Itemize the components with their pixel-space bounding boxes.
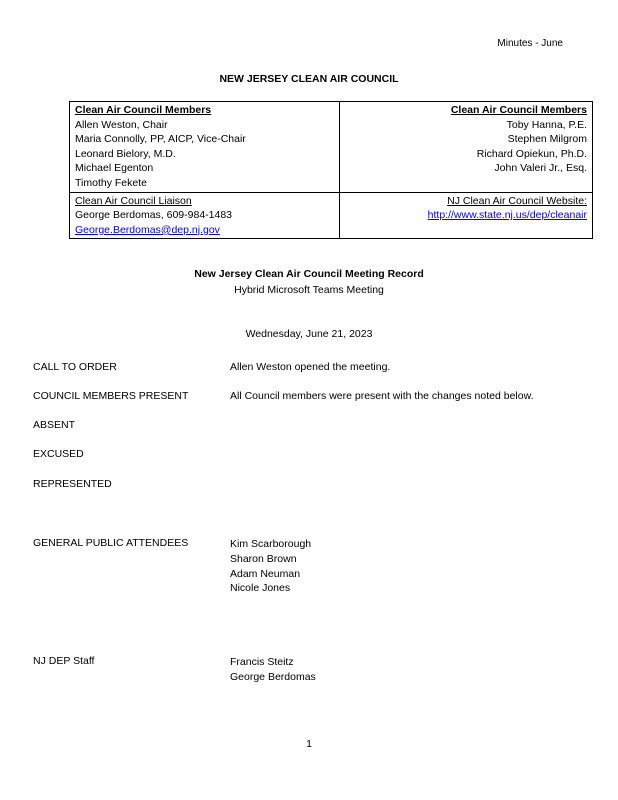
- member-name: Richard Opiekun, Ph.D.: [476, 147, 587, 160]
- attendee-name: Kim Scarborough: [230, 538, 312, 550]
- meeting-date: Wednesday, June 21, 2023: [245, 328, 373, 340]
- members-left-heading: Clean Air Council Members: [75, 104, 212, 116]
- document-title: NEW JERSEY CLEAN AIR COUNCIL: [219, 73, 399, 85]
- meeting-record-subtitle: Hybrid Microsoft Teams Meeting: [234, 284, 384, 296]
- dep-staff-label: NJ DEP Staff: [33, 655, 95, 667]
- member-name: Maria Connolly, PP, AICP, Vice-Chair: [75, 133, 246, 146]
- header-label: Minutes - June: [497, 38, 563, 49]
- members-present-label: COUNCIL MEMBERS PRESENT: [33, 390, 189, 402]
- member-name: Timothy Fekete: [75, 176, 147, 189]
- page-number: 1: [306, 738, 312, 750]
- website-cell: [340, 192, 593, 239]
- public-attendees-list: [230, 537, 311, 596]
- represented-label: REPRESENTED: [33, 478, 112, 490]
- member-name: Stephen Milgrom: [507, 133, 587, 146]
- excused-label: EXCUSED: [33, 448, 84, 460]
- member-name: Leonard Bielory, M.D.: [75, 147, 176, 160]
- members-right-cell: [340, 102, 593, 193]
- public-attendees-label: GENERAL PUBLIC ATTENDEES: [33, 537, 189, 549]
- call-to-order-value: Allen Weston opened the meeting.: [230, 361, 391, 373]
- council-members-table: [69, 101, 593, 239]
- meeting-record-title: New Jersey Clean Air Council Meeting Record: [194, 268, 424, 280]
- member-name: Michael Egenton: [75, 162, 154, 175]
- liaison-cell: [70, 192, 340, 239]
- member-name: Allen Weston, Chair: [75, 118, 168, 131]
- website-heading: NJ Clean Air Council Website:: [447, 194, 587, 207]
- website-link[interactable]: http://www.state.nj.us/dep/cleanair: [427, 209, 587, 222]
- attendee-name: Sharon Brown: [230, 552, 297, 565]
- member-name: John Valeri Jr., Esq.: [494, 162, 587, 175]
- attendee-name: Nicole Jones: [230, 582, 291, 595]
- liaison-contact: George Berdomas, 609-984-1483: [75, 209, 233, 222]
- members-present-value: All Council members were present with the changes noted below.: [230, 390, 534, 402]
- staff-name: Francis Steitz: [230, 656, 294, 668]
- staff-name: George Berdomas: [230, 670, 316, 683]
- absent-label: ABSENT: [33, 419, 76, 431]
- members-right-heading: Clean Air Council Members: [450, 104, 587, 116]
- liaison-email-link[interactable]: George.Berdomas@dep.nj.gov: [75, 223, 220, 236]
- member-name: Toby Hanna, P.E.: [506, 118, 587, 131]
- dep-staff-list: [230, 655, 316, 685]
- liaison-heading: Clean Air Council Liaison: [75, 194, 192, 207]
- call-to-order-label: CALL TO ORDER: [33, 361, 117, 373]
- attendee-name: Adam Neuman: [230, 567, 301, 580]
- members-left-cell: [70, 102, 340, 193]
